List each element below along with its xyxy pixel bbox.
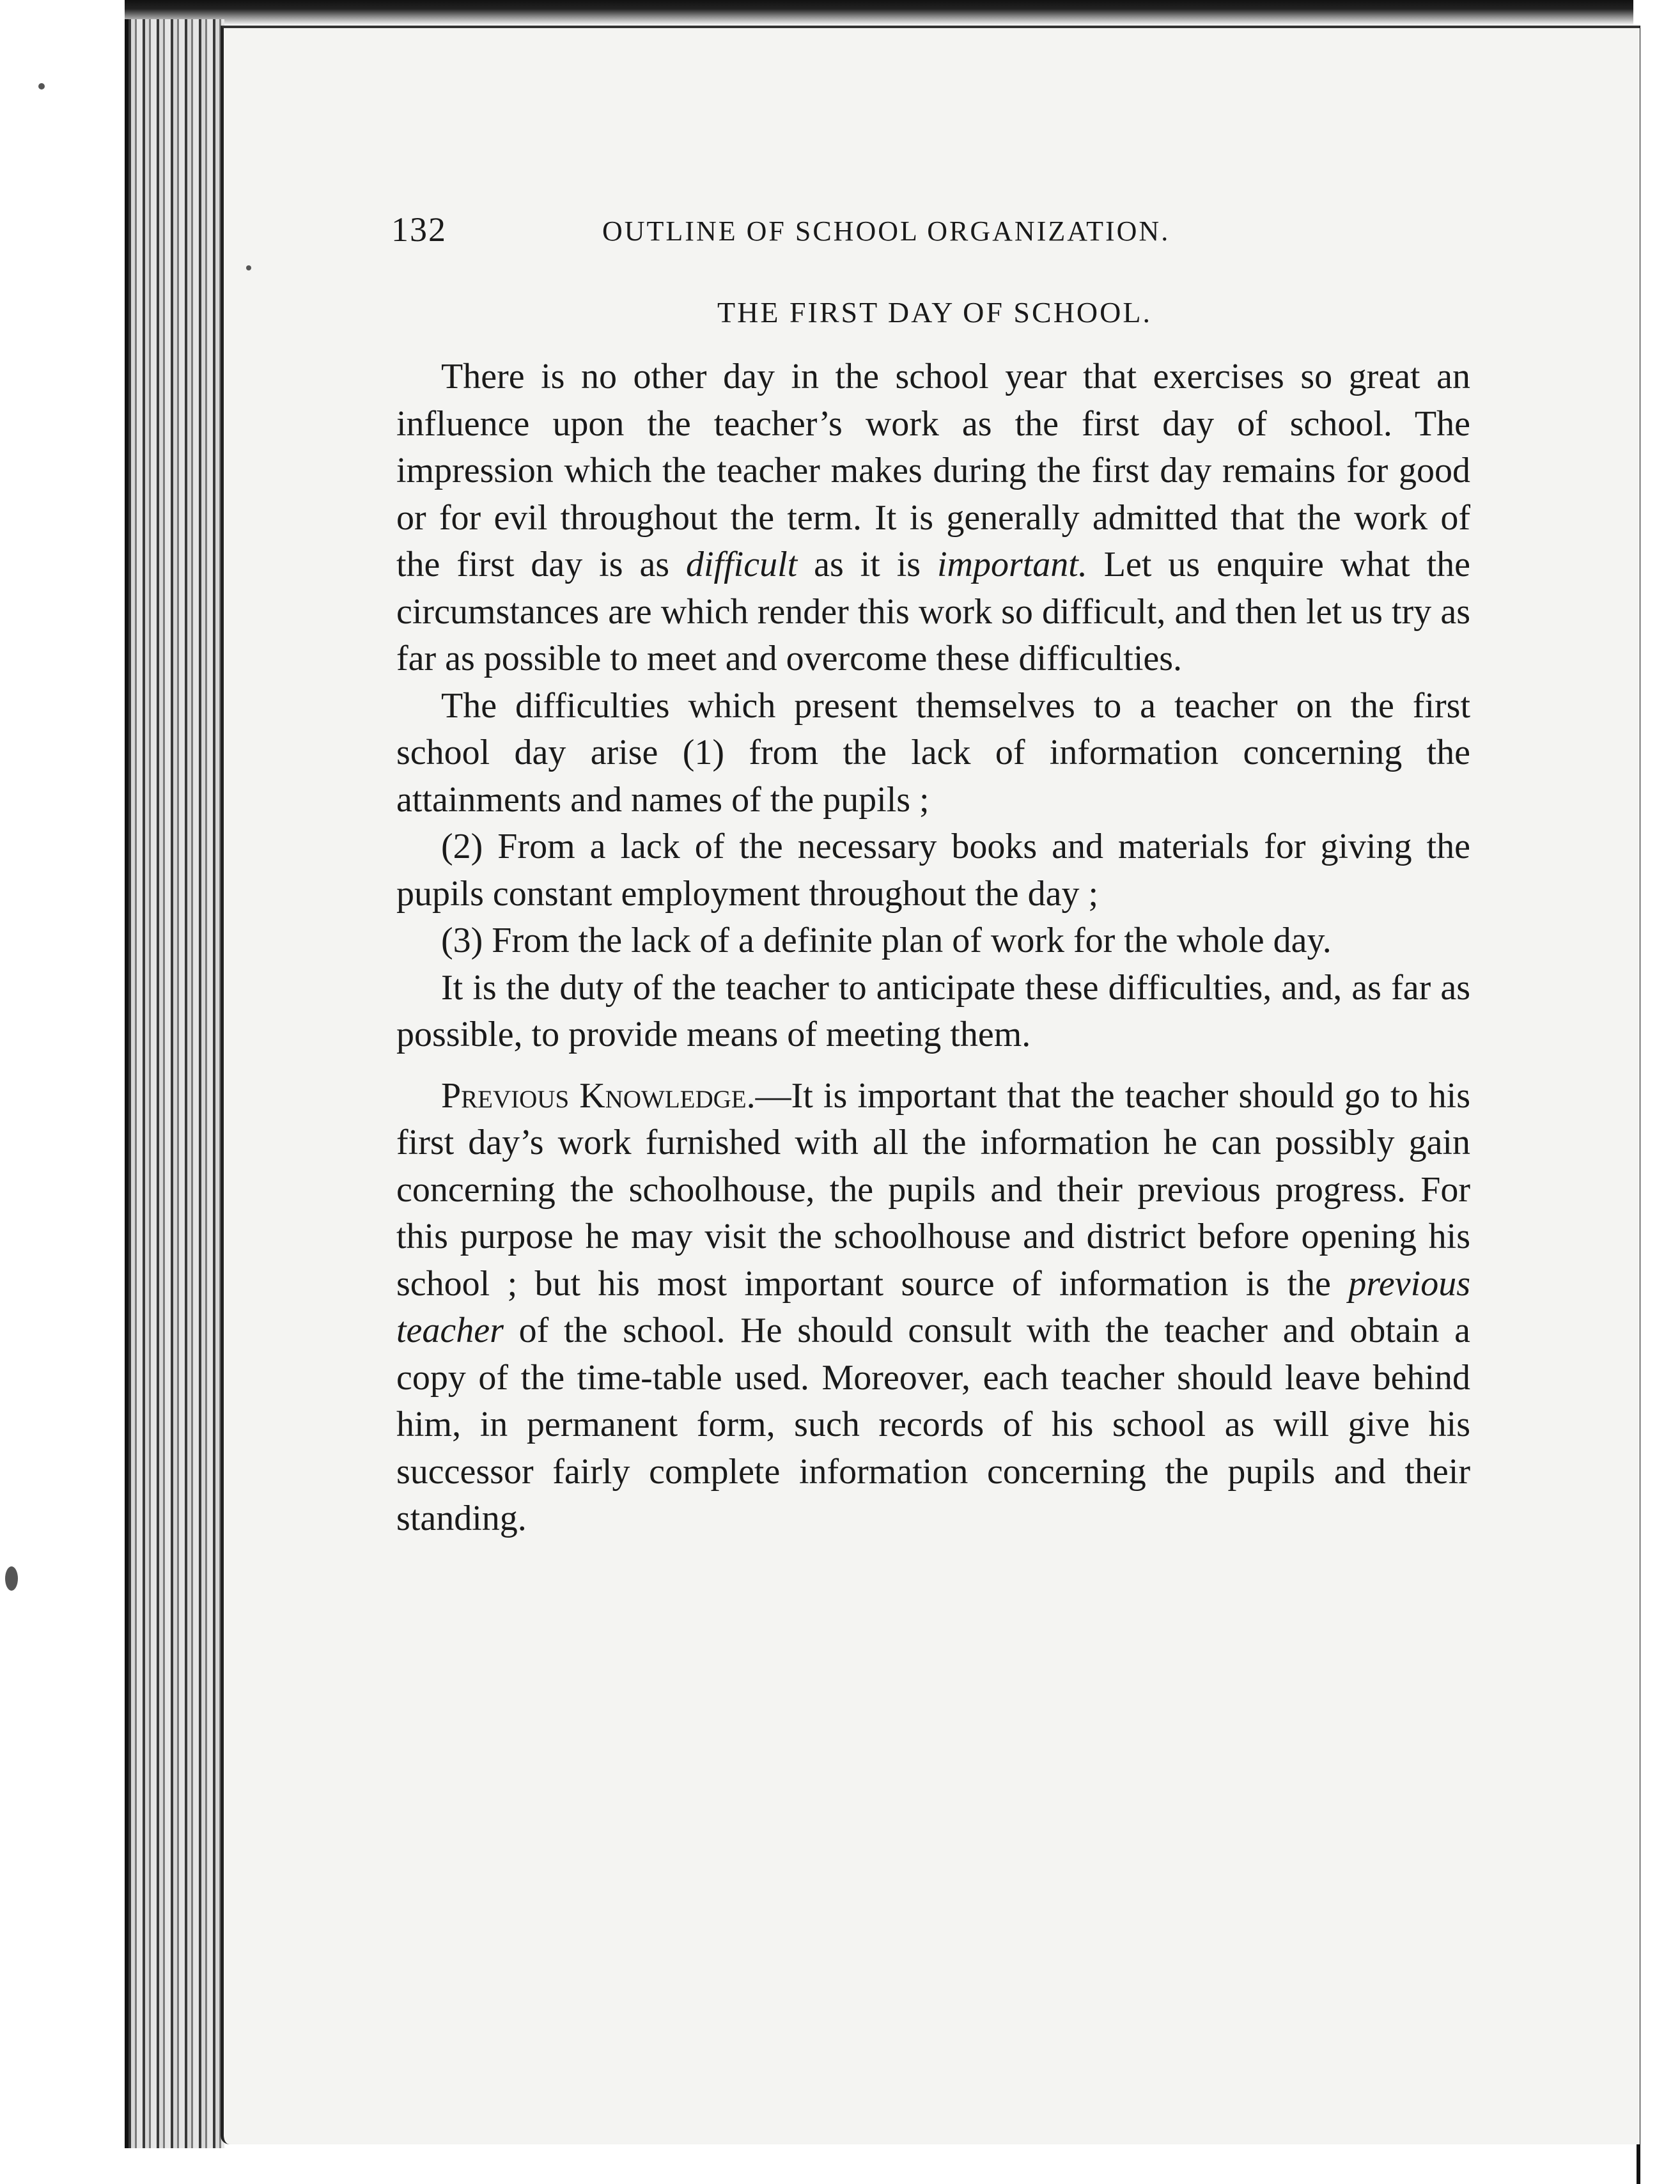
paragraph-3: (2) From a lack of the necessary books and materials for giving the pupils constant employment throughout the day ; [396,827,1470,914]
scan-speck [5,1566,18,1591]
italic-important: important. [937,545,1087,584]
paragraph-6-text-a: —It is important that the teacher should go to his first day’s work furnished with all the information he can possibly gain concerning the schoolhouse, the pupils and their previous progress. For this purpose he may visit the schoolhouse and district before opening his school ; but his most important source of information is the [396,1075,1471,1304]
page-number: 132 [391,210,447,249]
paragraph-1-text-c: Let us enquire what the circumstances are which render this work so difficult, and then let us try as far as possible to meet and overcome these difficulties. [396,545,1470,678]
scan-speck [38,83,45,90]
section-title: THE FIRST DAY OF SCHOOL. [717,296,1152,329]
paragraph-1 [396,354,1470,683]
italic-previous-teacher: previous teacher [396,1263,1470,1350]
paragraph-1-text-b: as it is [797,545,937,584]
facing-page-edge [1637,26,1680,2184]
running-head: OUTLINE OF SCHOOL ORGANIZATION. [602,215,1171,247]
paragraph-6-text-b: of the school. He should consult with the teacher and obtain a copy of the time-table used. Moreover, each teacher should leave behind him, in permanent form, such records of his school as will give his successor fairly complete information concerning the pupils and their standing. [396,1311,1470,1538]
paragraph-6 [396,1073,1470,1543]
page-header [391,210,1267,254]
book-top-edge [125,0,1633,26]
book-page-edges [125,19,224,2148]
paragraph-2: The difficulties which present themselves to a teacher on the first school day arise (1) from the lack of information concerning the attainments and names of the pupils ; [396,685,1470,820]
paragraph-5: It is the duty of the teacher to anticipate these difficulties, and, as far as possible, to provide means of meeting them. [396,967,1470,1054]
body-text [396,354,1470,1543]
scan-speck [246,265,251,270]
paragraph-1-text-a: There is no other day in the school year that exercises so great an influence upon the teacher’s work as the first day of school. The impression which the teacher makes during the first day remains for good or for evil throughout the term. It is generally admitted that the work of the first day is as [396,357,1470,584]
paragraph-4: (3) From the lack of a definite plan of work for the whole day. [441,921,1332,960]
side-heading-previous-knowledge: Previous Knowledge. [441,1075,756,1116]
italic-difficult: difficult [686,545,798,584]
